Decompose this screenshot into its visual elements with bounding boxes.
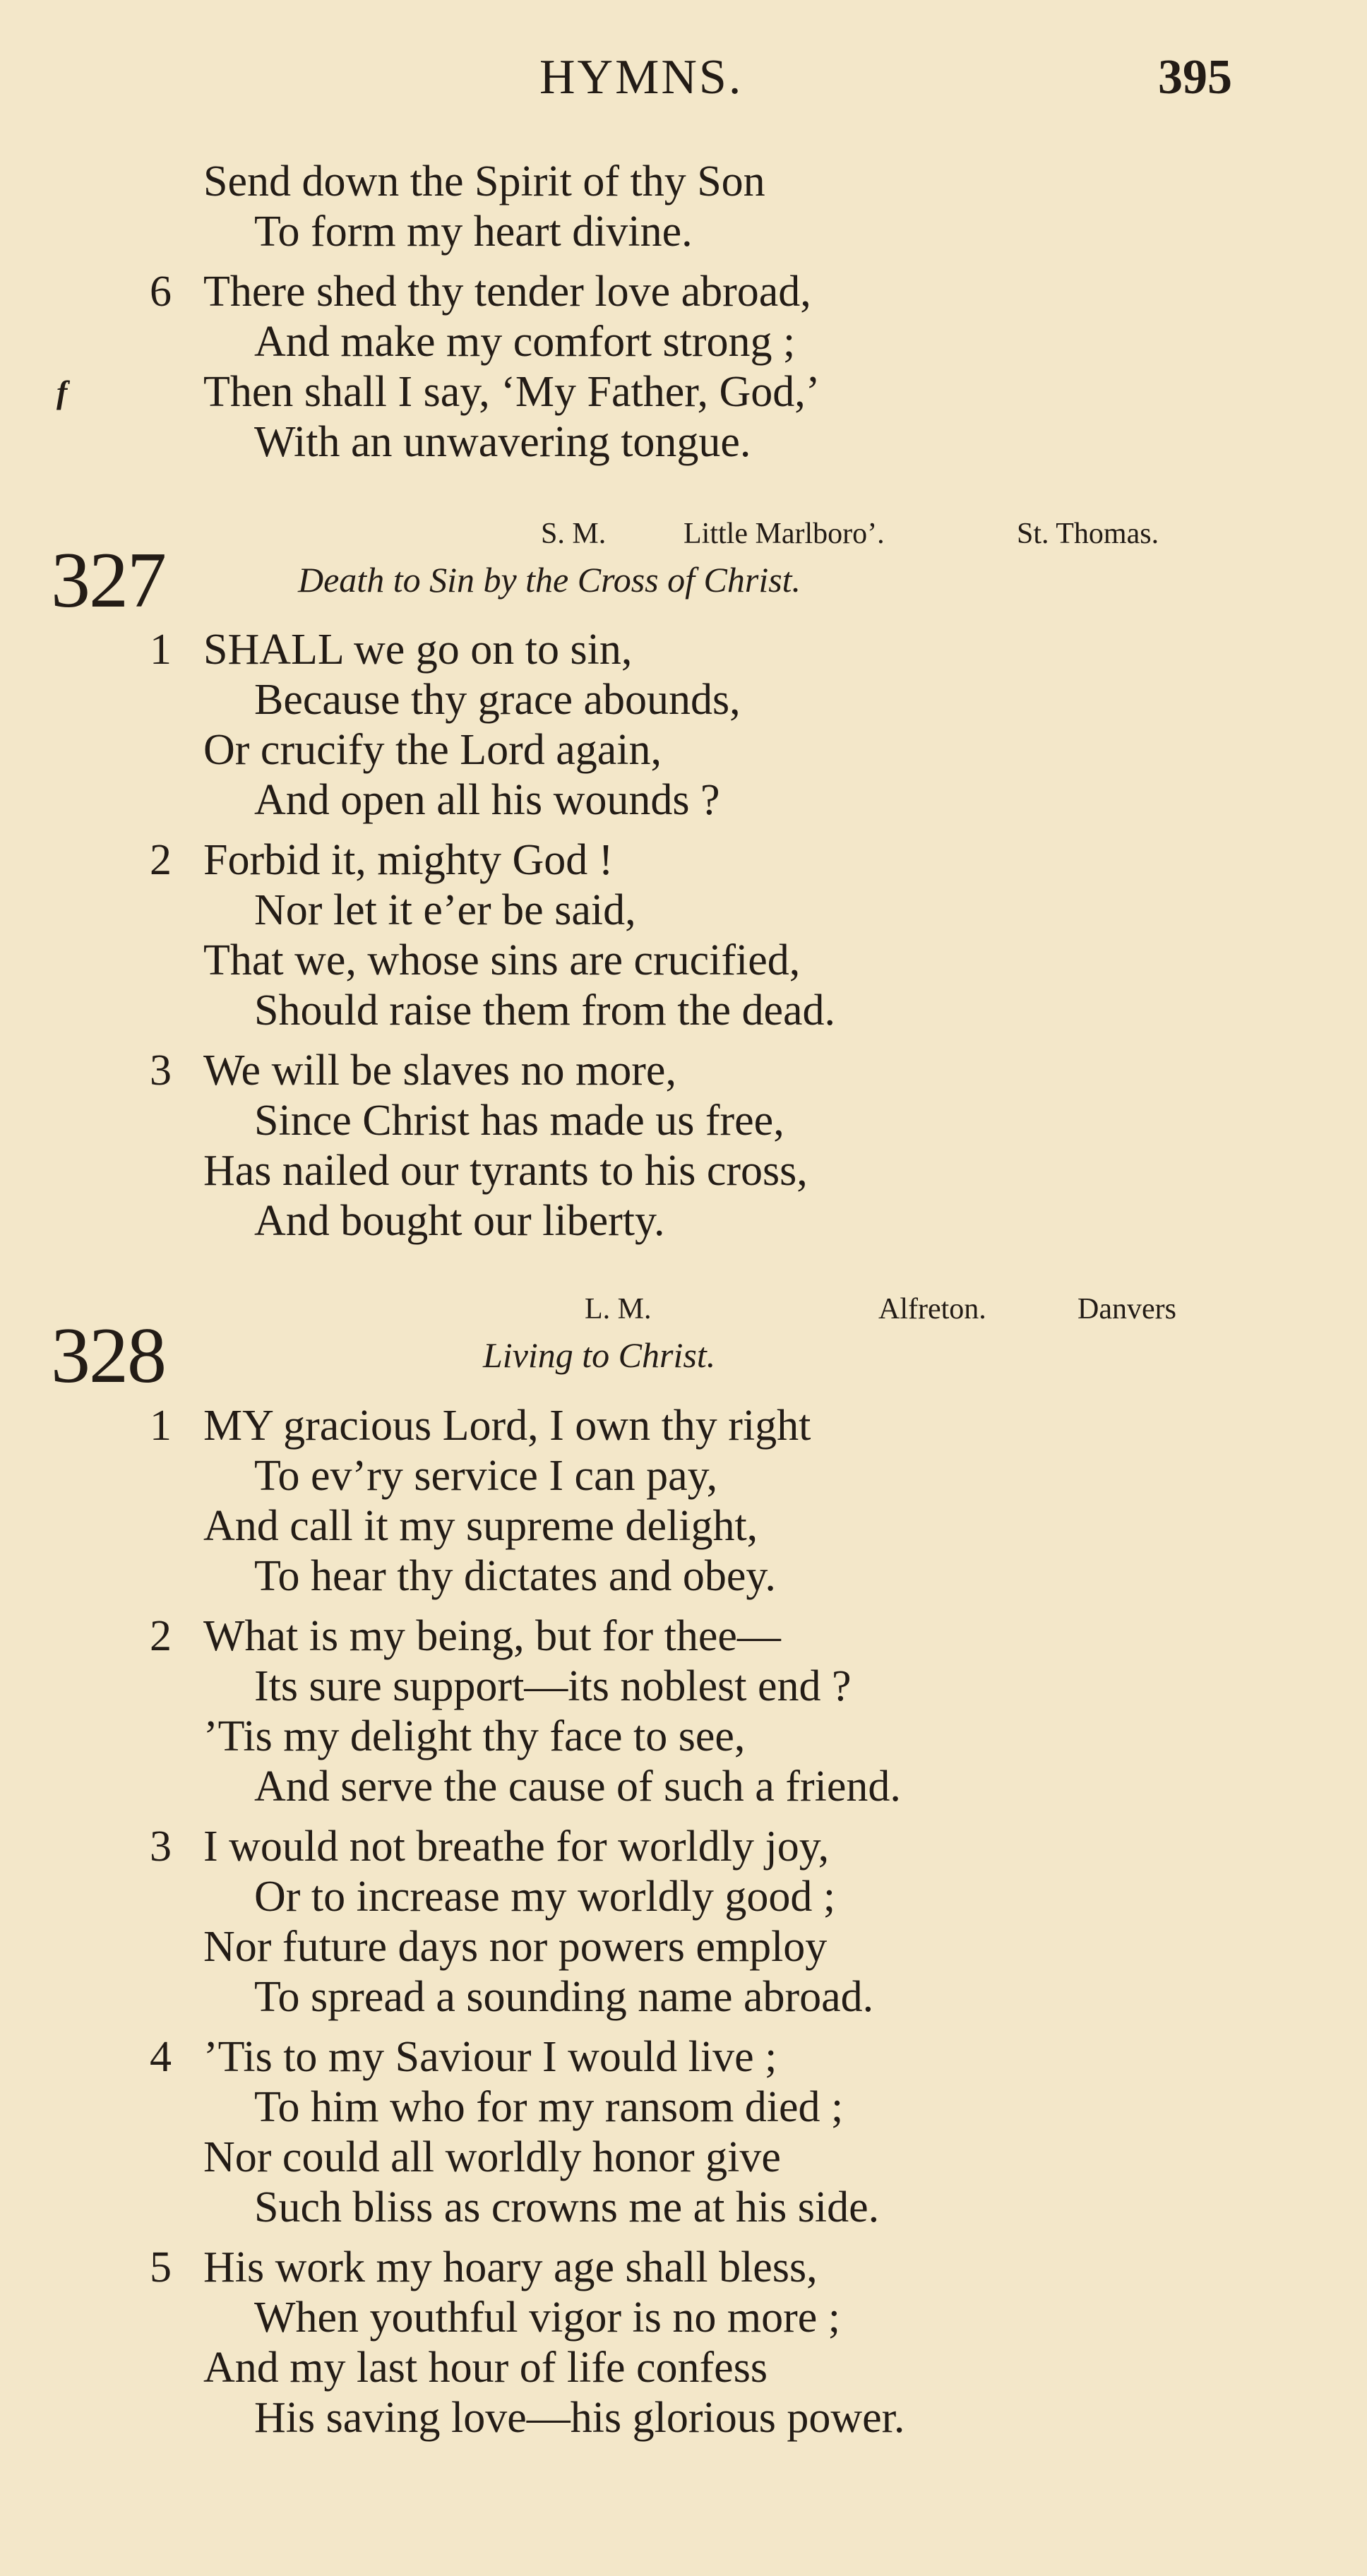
verse xyxy=(0,1401,1367,1602)
verse xyxy=(0,2032,1367,2233)
verse-line: 1 MY gracious Lord, I own thy right xyxy=(150,1402,811,1450)
running-title: HYMNS. xyxy=(539,50,744,105)
verse-line: To spread a sounding name abroad. xyxy=(254,1973,874,2021)
verse-number: 3 xyxy=(150,1046,172,1095)
verse xyxy=(0,267,1367,467)
verse-line: f Then shall I say, ‘My Father, God,’ xyxy=(56,368,820,416)
verse xyxy=(0,1822,1367,2022)
verse-line: To hear thy dictates and obey. xyxy=(254,1552,776,1600)
running-head xyxy=(0,49,1367,113)
verse-line: When youthful vigor is no more ; xyxy=(254,2294,840,2342)
verse-line: And my last hour of life confess xyxy=(203,2344,768,2392)
verse-line: Has nailed our tyrants to his cross, xyxy=(203,1147,808,1195)
verse-line: Since Christ has made us free, xyxy=(254,1097,784,1145)
verse-number: 2 xyxy=(150,836,172,884)
hymn-title: Living to Christ. xyxy=(483,1335,716,1375)
verse-line: With an unwavering tongue. xyxy=(254,418,751,466)
verse-line: Nor could all worldly honor give xyxy=(203,2133,781,2181)
verse-line: Or crucify the Lord again, xyxy=(203,726,662,774)
verse xyxy=(0,625,1367,825)
tune-name: Little Marlboro’. xyxy=(684,518,885,550)
verse-line: To form my heart divine. xyxy=(254,208,693,256)
hymn-title: Death to Sin by the Cross of Christ. xyxy=(298,560,801,600)
verse-line: And serve the cause of such a friend. xyxy=(254,1763,901,1811)
verse xyxy=(0,2243,1367,2443)
verse-number: 1 xyxy=(150,1402,172,1450)
verse-line: And bought our liberty. xyxy=(254,1197,665,1245)
hymn-328-verses xyxy=(0,1401,1367,2453)
verse-number: 3 xyxy=(150,1823,172,1871)
page-number: 395 xyxy=(1158,50,1232,105)
verse-line: Send down the Spirit of thy Son xyxy=(203,157,765,205)
verse-line: Because thy grace abounds, xyxy=(254,676,741,724)
tune-name: Danvers xyxy=(1078,1293,1176,1325)
verse-line: Nor let it e’er be said, xyxy=(254,886,636,934)
verse xyxy=(0,1046,1367,1246)
verse-line: His saving love—his glorious power. xyxy=(254,2394,905,2442)
verse-number: 4 xyxy=(150,2033,172,2081)
verse-line: And open all his wounds ? xyxy=(254,776,720,824)
verse-line: That we, whose sins are crucified, xyxy=(203,936,801,984)
verse-line: Should raise them from the dead. xyxy=(254,986,836,1034)
verse-line: 4 ’Tis to my Saviour I would live ; xyxy=(150,2033,777,2081)
verse-line: Or to increase my worldly good ; xyxy=(254,1873,836,1921)
verse-number: 1 xyxy=(150,626,172,674)
verse-line: 2 What is my being, but for thee— xyxy=(150,1612,781,1660)
hymn-number: 327 xyxy=(51,537,165,624)
hymn-327-verses xyxy=(0,625,1367,1256)
hymn-meter: S. M. xyxy=(541,518,607,550)
verse-line: ’Tis my delight thy face to see, xyxy=(203,1712,746,1760)
hymn-meter: L. M. xyxy=(585,1293,652,1325)
verse xyxy=(0,157,1367,257)
verse-line: 1 SHALL we go on to sin, xyxy=(150,626,633,674)
verse-line: 5 His work my hoary age shall bless, xyxy=(150,2243,818,2291)
verse-line: Nor future days nor powers employ xyxy=(203,1923,828,1971)
hymn-number: 328 xyxy=(51,1312,165,1400)
verse-line: And call it my supreme delight, xyxy=(203,1502,758,1550)
verse-number: 6 xyxy=(150,268,172,316)
verse-line: Such bliss as crowns me at his side. xyxy=(254,2183,880,2231)
tune-name: Alfreton. xyxy=(878,1293,986,1325)
verse xyxy=(0,1611,1367,1812)
verse-line: 2 Forbid it, mighty God ! xyxy=(150,836,614,884)
verse-number: 2 xyxy=(150,1612,172,1660)
verse-line: 6 There shed thy tender love abroad, xyxy=(150,268,811,316)
dynamic-mark: f xyxy=(56,374,68,410)
verse-line: Its sure support—its noblest end ? xyxy=(254,1662,852,1710)
verse-line: To him who for my ransom died ; xyxy=(254,2083,844,2131)
verse-line: 3 I would not breathe for worldly joy, xyxy=(150,1823,830,1871)
continued-hymn xyxy=(0,157,1367,477)
verse-line: To ev’ry service I can pay, xyxy=(254,1452,718,1500)
verse-line: And make my comfort strong ; xyxy=(254,318,796,366)
tune-name: St. Thomas. xyxy=(1017,518,1159,550)
verse xyxy=(0,835,1367,1036)
verse-number: 5 xyxy=(150,2243,172,2291)
verse-line: 3 We will be slaves no more, xyxy=(150,1046,676,1095)
